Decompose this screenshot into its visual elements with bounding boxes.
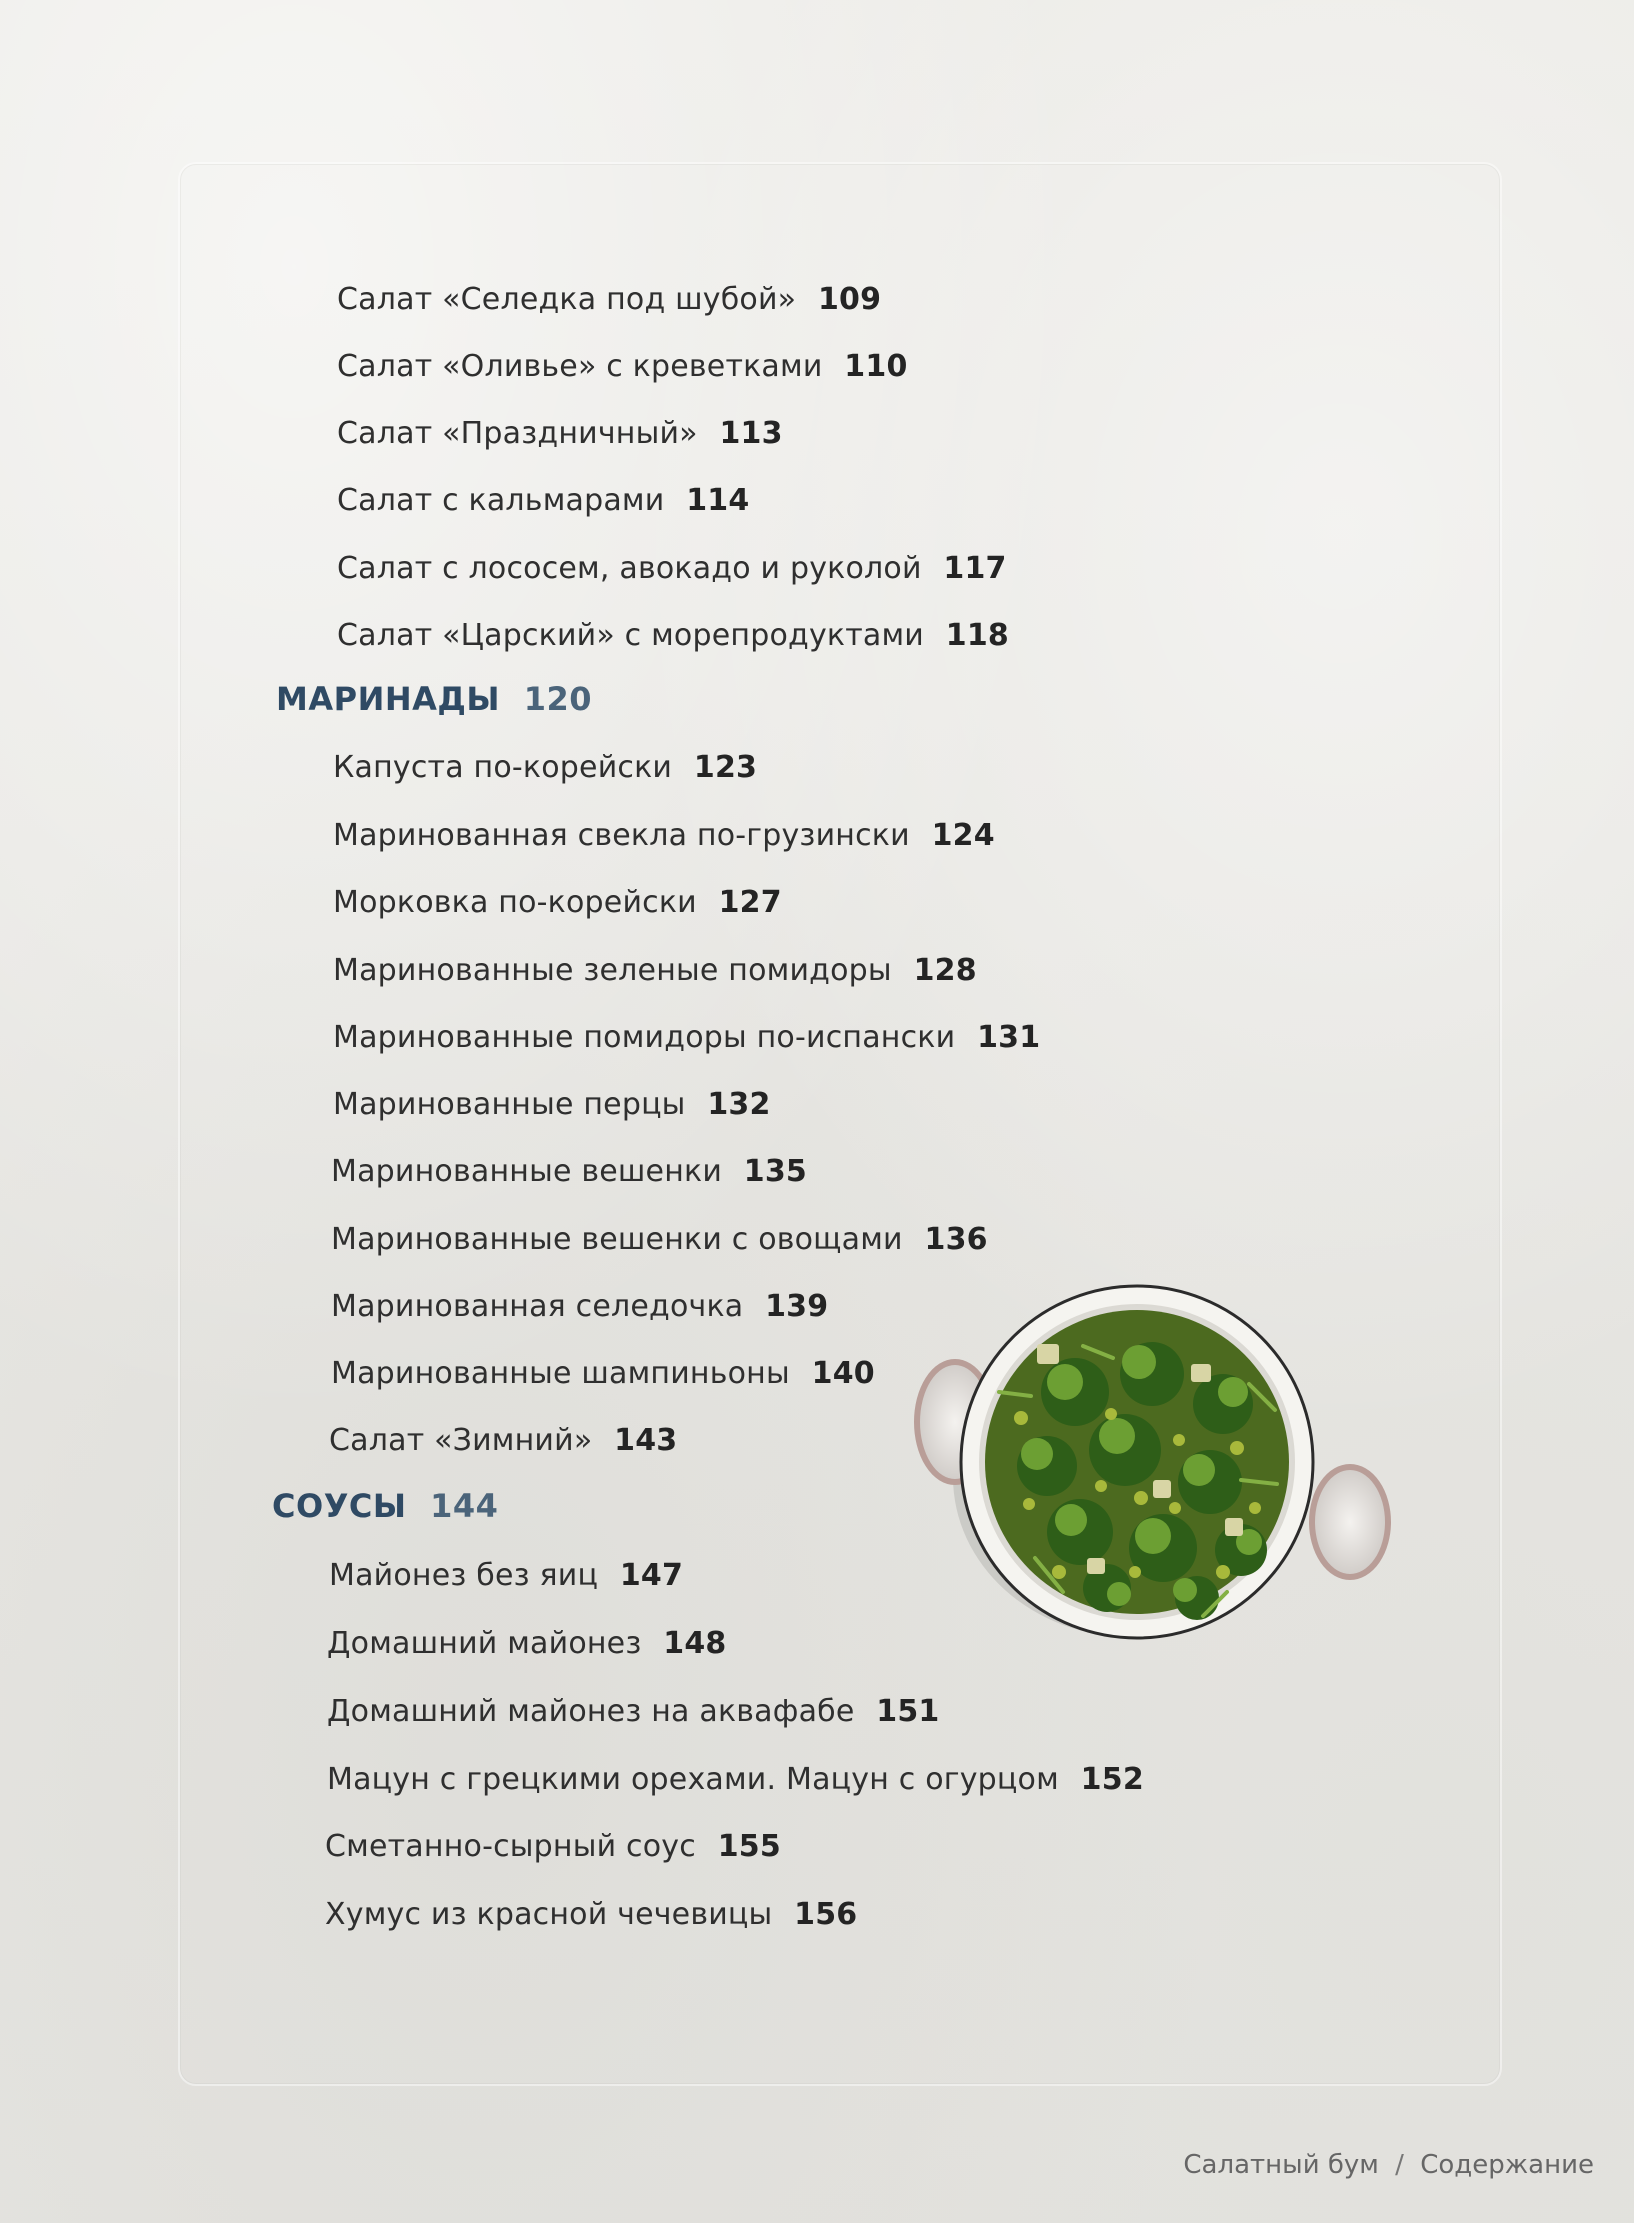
- toc-entry-title: Салат с кальмарами: [337, 483, 665, 518]
- toc-entry-page: 152: [1080, 1762, 1144, 1797]
- toc-entry-page: 136: [924, 1222, 988, 1257]
- toc-entry-title: Хумус из красной чечевицы: [325, 1897, 773, 1932]
- broccoli-bowl-illustration: [905, 1272, 1405, 1672]
- toc-entry-title: Мацун с грецкими орехами. Мацун с огурцом: [327, 1762, 1059, 1797]
- toc-entry[interactable]: [333, 1085, 771, 1125]
- footer-book-title: Салатный бум: [1183, 2150, 1379, 2180]
- toc-entry-page: 135: [743, 1154, 808, 1189]
- page-footer: [1183, 2148, 1594, 2182]
- toc-entry[interactable]: [337, 549, 1007, 589]
- toc-entry[interactable]: [329, 1421, 677, 1461]
- section-heading-marinades[interactable]: [276, 678, 592, 720]
- toc-entry[interactable]: [333, 883, 782, 923]
- toc-entry[interactable]: [333, 951, 977, 991]
- toc-entry-title: Маринованные вешенки: [331, 1154, 723, 1189]
- toc-entry-page: 148: [663, 1626, 727, 1661]
- toc-entry-page: 140: [811, 1356, 875, 1391]
- footer-chapter-title: Содержание: [1420, 2150, 1594, 2180]
- toc-entry-page: 117: [943, 551, 1007, 586]
- toc-entry[interactable]: [333, 1018, 1040, 1058]
- toc-entry[interactable]: [337, 414, 783, 454]
- toc-entry[interactable]: [325, 1827, 781, 1867]
- toc-entry-title: Салат с лососем, авокадо и руколой: [337, 551, 922, 586]
- toc-entry-page: 123: [693, 750, 758, 785]
- toc-entry-title: Домашний майонез на аквафабе: [327, 1694, 855, 1729]
- section-title: МАРИНАДЫ: [276, 680, 501, 718]
- toc-entry-title: Салат «Оливье» с креветками: [337, 349, 823, 384]
- toc-entry-page: 118: [945, 618, 1009, 653]
- toc-entry-title: Маринованная селедочка: [331, 1289, 744, 1324]
- footer-separator: /: [1395, 2150, 1404, 2180]
- toc-entry-title: Маринованные помидоры по-испански: [333, 1020, 956, 1055]
- toc-entry-page: 114: [686, 483, 750, 518]
- toc-entry-title: Капуста по-корейски: [333, 750, 673, 785]
- toc-entry-page: 147: [619, 1558, 684, 1593]
- toc-entry[interactable]: [329, 1556, 683, 1596]
- toc-entry[interactable]: [333, 748, 757, 788]
- toc-entry-title: Майонез без яиц: [329, 1558, 599, 1593]
- toc-entry-page: 110: [844, 349, 908, 384]
- toc-entry-title: Салат «Зимний»: [329, 1423, 593, 1458]
- toc-entry-page: 113: [719, 416, 783, 451]
- toc-entry-page: 124: [931, 818, 995, 853]
- toc-entry[interactable]: [333, 816, 995, 856]
- toc-entry-page: 155: [717, 1829, 781, 1864]
- toc-entry-title: Маринованная свекла по-грузински: [333, 818, 910, 853]
- toc-entry-title: Домашний майонез: [327, 1626, 642, 1661]
- toc-entry-page: 132: [707, 1087, 771, 1122]
- toc-entry[interactable]: [337, 481, 749, 521]
- toc-entry[interactable]: [327, 1760, 1144, 1800]
- toc-entry[interactable]: [331, 1354, 875, 1394]
- toc-entry[interactable]: [327, 1624, 726, 1664]
- section-heading-sauces[interactable]: [272, 1485, 498, 1527]
- toc-entry[interactable]: [337, 280, 881, 320]
- toc-entry-title: Маринованные вешенки с овощами: [331, 1222, 903, 1257]
- toc-entry-title: Маринованные перцы: [333, 1087, 686, 1122]
- toc-entry-page: 127: [718, 885, 782, 920]
- section-title: СОУСЫ: [272, 1487, 407, 1525]
- toc-entry-page: 143: [614, 1423, 678, 1458]
- toc-entry[interactable]: [325, 1895, 857, 1935]
- toc-entry[interactable]: [331, 1152, 807, 1192]
- toc-entry[interactable]: [337, 616, 1009, 656]
- section-page: 120: [523, 680, 592, 718]
- toc-entry[interactable]: [327, 1692, 940, 1732]
- toc-entry-page: 139: [765, 1289, 829, 1324]
- toc-entry-page: 109: [817, 282, 882, 317]
- toc-entry-title: Салат «Селедка под шубой»: [337, 282, 797, 317]
- toc-entry-title: Сметанно-сырный соус: [325, 1829, 696, 1864]
- toc-entry[interactable]: [331, 1220, 988, 1260]
- toc-entry-title: Маринованные шампиньоны: [331, 1356, 790, 1391]
- toc-entry-page: 128: [913, 953, 977, 988]
- toc-entry-page: 156: [794, 1897, 858, 1932]
- toc-entry[interactable]: [337, 347, 908, 387]
- toc-entry-title: Маринованные зеленые помидоры: [333, 953, 892, 988]
- toc-entry-title: Салат «Праздничный»: [337, 416, 698, 451]
- toc-entry[interactable]: [331, 1287, 828, 1327]
- section-page: 144: [430, 1487, 499, 1525]
- toc-entry-page: 131: [977, 1020, 1041, 1055]
- toc-entry-title: Морковка по-корейски: [333, 885, 697, 920]
- toc-entry-page: 151: [876, 1694, 940, 1729]
- toc-entry-title: Салат «Царский» с морепродуктами: [337, 618, 925, 653]
